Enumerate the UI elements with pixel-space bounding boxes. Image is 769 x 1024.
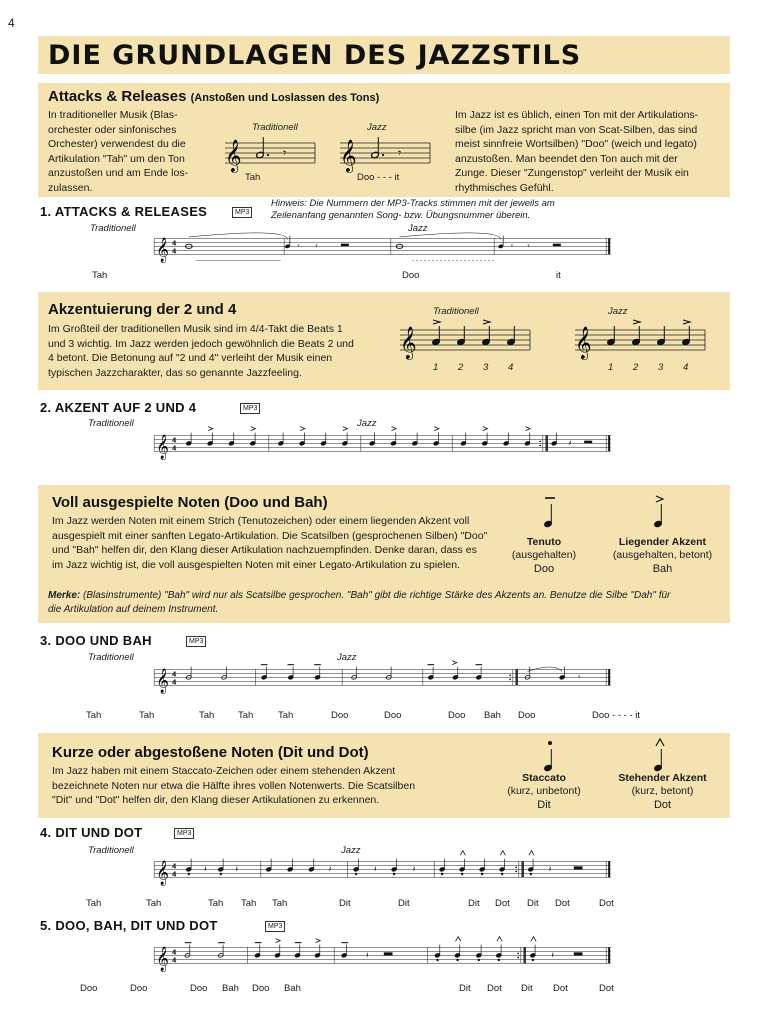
box2-count-3b: 3 (658, 362, 664, 373)
ex4-syl-5: Tah (272, 898, 288, 909)
box3-title: Voll ausgespielte Noten (Doo und Bah) (52, 494, 328, 511)
ex1-syl-jazz-start: Doo (402, 270, 420, 281)
ex3-syl-1: Tah (86, 710, 102, 721)
ex5-heading: 5. DOO, BAH, DIT UND DOT (40, 918, 218, 933)
quarter-rest: 𝄽 (235, 864, 238, 874)
liegender-akzent-heading: Liegender Akzent (618, 536, 707, 548)
ex2-label-trad: Traditionell (88, 418, 134, 429)
svg-text:4: 4 (172, 861, 177, 871)
svg-text:4: 4 (172, 246, 177, 256)
merke-line: Merke: (Blasinstrumente) "Bah" wird nur als Scatsilbe gesprochen. "Bah" gibt die richtige Stärke des Akzents an. Benutze die Silbe "Dah" für (48, 590, 671, 601)
treble-clef-icon: 𝄞 (156, 668, 169, 693)
accent-mark (526, 427, 531, 431)
accent-mark (316, 939, 321, 943)
stehender-akzent-heading: Stehender Akzent (618, 772, 707, 784)
page-number: 4 (8, 16, 15, 30)
treble-clef-icon: 𝄞 (156, 946, 169, 971)
staccato-dot (437, 959, 439, 961)
svg-text:4: 4 (172, 677, 177, 687)
box1-right-line: silbe (im Jazz spricht man von Scat-Silben, das sind (455, 123, 698, 136)
svg-text:𝄾: 𝄾 (398, 146, 402, 160)
ex4-syl-3: Tah (208, 898, 224, 909)
box4-title: Kurze oder abgestoßene Noten (Dit und Dot) (52, 744, 369, 761)
box4-line: "Dit" und "Dot" helfen dir, den Klang dieser Artikulationen zu erkennen. (52, 794, 380, 806)
box3-line: Im Jazz werden Noten mit einem Strich (Tenutozeichen) oder einem liegenden Akzent voll (52, 515, 470, 527)
ex5-syl-5: Doo (252, 983, 270, 994)
page-title: DIE GRUNDLAGEN DES JAZZSTILS (48, 40, 582, 71)
ex2-heading: 2. AKZENT AUF 2 UND 4 (40, 400, 197, 415)
svg-text:𝄾: 𝄾 (297, 241, 300, 251)
quarter-rest: 𝄽 (548, 864, 552, 874)
svg-text:𝄾: 𝄾 (283, 146, 287, 160)
ex2-mp3-badge: MP3 (240, 403, 260, 414)
ex3-label-trad: Traditionell (88, 652, 134, 663)
box2-count-4: 4 (508, 362, 514, 373)
staccato-sub: (kurz, unbetont) (507, 785, 581, 797)
box4-line: Im Jazz haben mit einem Staccato-Zeichen oder einem stehenden Akzent (52, 765, 396, 777)
ex5-syl-11: Dot (599, 983, 614, 994)
box1-label-trad: Traditionell (252, 122, 298, 133)
ex1-syl-jazz-end: it (556, 270, 561, 281)
ex5-syl-9: Dit (521, 983, 533, 994)
ex5-syl-3: Doo (190, 983, 208, 994)
box2-count-3: 3 (483, 362, 489, 373)
half-rest (574, 953, 582, 956)
ex1-syl-trad: Tah (92, 270, 108, 281)
staccato-dot (220, 873, 222, 875)
box1-right-line: meist sinnfreie Wortsilben) "Doo" (weich und legato) (455, 138, 697, 150)
ex5-mp3-badge: MP3 (265, 921, 285, 932)
ex3-heading: 3. DOO UND BAH (40, 633, 152, 648)
ex4-syl-7: Dit (398, 898, 410, 909)
svg-text:𝄾: 𝄾 (510, 241, 513, 251)
merke-line: die Artikulation auf deinem Instrument. (48, 604, 219, 615)
accent-mark (343, 427, 348, 431)
box1-right-line: rhythmisches Gefühl. (455, 181, 554, 194)
accent-mark (251, 427, 256, 431)
box2-label-jazz: Jazz (608, 306, 628, 317)
box1-left-line: anzustoßen und am Ende los- (48, 167, 189, 179)
accent-mark (392, 427, 397, 431)
accent-mark (483, 427, 488, 431)
staccato-heading: Staccato (522, 772, 566, 784)
box1-left-line: Artikulation "Tah" um den Ton (48, 152, 185, 165)
box3-line: im Jazz wichtig ist, die voll ausgespielten Noten mit einer Legato-Artikulation zu spielen. (52, 558, 460, 571)
svg-text:4: 4 (172, 443, 177, 453)
ex3-staff (40, 664, 725, 694)
box2-line: und 3 wichtig. Im Jazz werden jedoch gewöhnlich die Beats 2 und (48, 337, 354, 350)
ex5-staff (40, 942, 725, 972)
ex5-syl-7: Dit (459, 983, 471, 994)
ex4-syl-4: Tah (241, 898, 257, 909)
ex4-syl-11: Dot (555, 898, 570, 909)
half-rest (574, 867, 582, 870)
box2-label-trad: Traditionell (433, 306, 479, 317)
quarter-rest: 𝄽 (412, 864, 416, 874)
box1-subtitle: (Anstoßen und Loslassen des Tons) (190, 92, 380, 104)
treble-clef-icon: 𝄞 (156, 434, 169, 459)
ex4-syl-2: Tah (146, 898, 162, 909)
box1-left-line: zulassen. (48, 181, 93, 194)
ex3-syl-4: Tah (238, 710, 254, 721)
stehender-akzent-sub: (kurz, betont) (631, 785, 694, 797)
ex3-syl-9: Bah (484, 710, 501, 721)
ex3-syl-5: Tah (278, 710, 294, 721)
ex1-heading: 1. ATTACKS & RELEASES (40, 204, 208, 219)
ex4-syl-1: Tah (86, 898, 102, 909)
marcato-mark (497, 937, 502, 942)
ex1-label-trad: Traditionell (90, 223, 136, 234)
ex2-staff (40, 430, 725, 460)
tenuto-sub: (ausgehalten) (511, 549, 577, 561)
svg-text:4: 4 (172, 435, 177, 445)
treble-clef-icon: 𝄞 (156, 860, 169, 885)
staccato-dot (188, 873, 190, 875)
ex4-syl-12: Dot (599, 898, 614, 909)
ex4-label-trad: Traditionell (88, 845, 134, 856)
box2-count-2: 2 (458, 362, 464, 373)
ex3-syl-2: Tah (139, 710, 155, 721)
liegender-akzent-sub: (ausgehalten, betont) (612, 549, 713, 561)
box2-line: Im Großteil der traditionellen Musik sind im 4/4-Takt die Beats 1 (48, 323, 343, 335)
box1-left-line: orchester oder sinfonisches (48, 123, 177, 136)
box3-text (52, 514, 512, 572)
box1-right-line: Zunge. Dieser "Zungenstop" verleiht der Musik ein (455, 167, 689, 179)
box2-count-4b: 4 (683, 362, 689, 373)
treble-clef-icon: 𝄞 (400, 327, 417, 358)
marcato-mark (529, 851, 534, 856)
marcato-mark (460, 851, 465, 856)
box3-line: ausgespielt mit einer sanften Legato-Artikulation. Die Scatsilben (gesprochenen Silben) "Doo" (52, 529, 488, 542)
ex5-syl-2: Doo (130, 983, 148, 994)
ex3-syl-7: Doo (384, 710, 402, 721)
tenuto-syllable: Doo (533, 563, 555, 575)
svg-text:4: 4 (172, 947, 177, 957)
box3-merke (48, 589, 728, 617)
quarter-rest: 𝄽 (374, 864, 377, 874)
svg-text:4: 4 (172, 669, 177, 679)
ex1-staff (40, 233, 725, 263)
ex4-staff (40, 856, 725, 886)
accent-mark (208, 427, 213, 431)
box2-count-1b: 1 (608, 362, 614, 373)
ex3-mp3-badge: MP3 (186, 636, 206, 647)
treble-clef-icon: 𝄞 (340, 139, 357, 172)
ex4-syl-9: Dot (495, 898, 510, 909)
ex3-syl-11: Doo - - - - it (592, 710, 641, 721)
box2-notation (400, 320, 720, 360)
treble-clef-icon: 𝄞 (225, 139, 242, 172)
box1-left-text (48, 108, 238, 195)
ex5-syl-4: Bah (222, 983, 239, 994)
staccato-dot (393, 873, 395, 875)
box3-line: und "Bah" helfen dir, den Klang dieser Artikulation nachzuempfinden. Denke daran, dass es (52, 544, 477, 556)
stehender-akzent-syllable: Dot (653, 799, 672, 811)
box3-articulation-icons (538, 492, 678, 532)
svg-text:4: 4 (172, 869, 177, 879)
ex5-syl-1: Doo (80, 983, 98, 994)
svg-text:𝄾: 𝄾 (527, 241, 530, 251)
ex5-syl-10: Dot (553, 983, 568, 994)
tenuto-heading: Tenuto (526, 536, 562, 548)
treble-clef-icon: 𝄞 (575, 327, 592, 358)
ex5-syl-8: Dot (487, 983, 502, 994)
marcato-mark (531, 937, 536, 942)
ex3-syl-10: Doo (518, 710, 536, 721)
ex4-syl-10: Dit (527, 898, 539, 909)
box4-line: bezeichnete Noten nur etwa die Hälfte ihres vollen Notenwerts. Die Scatsilben (52, 779, 416, 792)
ex5-syl-6: Bah (284, 983, 301, 994)
ex4-label-jazz: Jazz (341, 845, 361, 856)
treble-clef-icon: 𝄞 (156, 237, 169, 263)
quarter-rest: 𝄽 (328, 864, 332, 874)
box1-syl-jazz: Doo - - - it (357, 172, 400, 183)
svg-text:𝄾: 𝄾 (578, 672, 581, 682)
svg-text:𝄾: 𝄾 (315, 241, 318, 251)
accent-mark (300, 427, 305, 431)
svg-text:4: 4 (172, 955, 177, 965)
box2-line: typischen Jazzcharakter, das so genannte Jazzfeeling. (48, 366, 302, 379)
staccato-dot (441, 873, 443, 875)
staccato-dot (481, 873, 483, 875)
ex3-syl-3: Tah (199, 710, 215, 721)
box1-syl-trad: Tah (245, 172, 261, 183)
staccato-syllable: Dit (537, 799, 551, 811)
box1-right-line: Im Jazz ist es üblich, einen Ton mit der Artikulations- (455, 109, 699, 121)
accent-mark (276, 939, 281, 943)
quarter-rest: 𝄽 (366, 950, 369, 960)
box1-left-line: Orchester) verwendest du die (48, 138, 186, 150)
box2-title: Akzentuierung der 2 und 4 (48, 301, 237, 318)
box2-line: 4 betont. Die Betonung auf "2 und 4" verleiht der Musik einen (48, 352, 333, 364)
box1-left-line: In traditioneller Musik (Blas- (48, 109, 178, 121)
ex4-syl-8: Dit (468, 898, 480, 909)
box1-right-text (455, 108, 725, 195)
box4-text (52, 764, 507, 808)
svg-text:𝄽: 𝄽 (568, 438, 572, 448)
svg-text:4: 4 (172, 238, 177, 248)
ex1-hint (271, 198, 591, 222)
box2-count-1: 1 (433, 362, 439, 373)
ex1-mp3-badge: MP3 (232, 207, 252, 218)
box2-text (48, 322, 398, 380)
ex3-syl-6: Doo (331, 710, 349, 721)
liegender-akzent-syllable: Bah (652, 563, 673, 575)
staccato-dot (355, 873, 357, 875)
ex4-mp3-badge: MP3 (174, 828, 194, 839)
box2-count-2b: 2 (633, 362, 639, 373)
ex1-hint-line: Hinweis: Die Nummern der MP3-Tracks stimmen mit der jeweils am (271, 198, 555, 209)
marcato-mark (500, 851, 505, 856)
box1-title: Attacks & Releases (Anstoßen und Loslassen des Tons) (48, 88, 380, 105)
ex4-heading: 4. DIT UND DOT (40, 825, 143, 840)
ex1-hint-line: Zeilenanfang genannten Song- bzw. Übungsnummer überein. (271, 210, 531, 221)
staccato-dot (478, 959, 480, 961)
box1-label-jazz: Jazz (367, 122, 387, 133)
accent-mark (434, 427, 439, 431)
box1-right-line: anzustoßen. Man beendet den Ton auch mit der (455, 152, 678, 165)
marcato-mark (456, 937, 461, 942)
ex2-label-jazz: Jazz (357, 418, 377, 429)
ex3-label-jazz: Jazz (337, 652, 357, 663)
box1-notation (225, 135, 455, 175)
quarter-rest: 𝄽 (204, 864, 207, 874)
half-rest (384, 953, 392, 956)
ex1-label-jazz: Jazz (408, 223, 428, 234)
quarter-rest: 𝄽 (551, 950, 554, 960)
ex3-syl-8: Doo (448, 710, 466, 721)
ex4-syl-6: Dit (339, 898, 351, 909)
